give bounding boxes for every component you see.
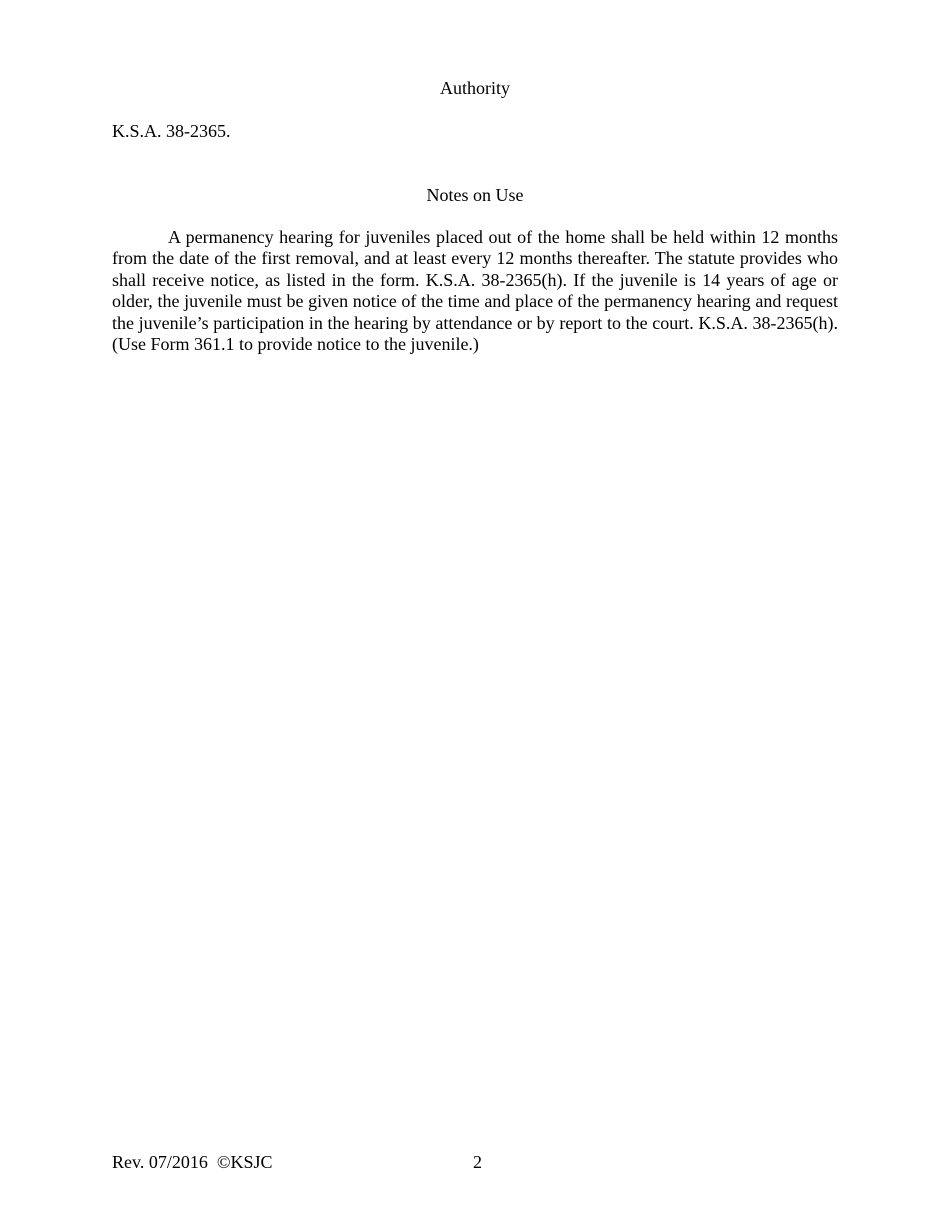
footer-revision: Rev. 07/2016 ©KSJC [112,1152,273,1172]
notes-on-use-paragraph: A permanency hearing for juveniles placed out of the home shall be held within 12 months from the date of the first removal, and at least every 12 months thereafter. The statute provides who shall receive notice, as listed in the form. K.S.A. 38-2365(h). If the juvenile is 14 years of age or older, the juvenile must be given notice of the time and place of the permanency hearing and request the juvenile’s participation in the hearing by attendance or by report to the court. K.S.A. 38-2365(h). (Use Form 361.1 to provide notice to the juvenile.) [112,227,838,355]
authority-citation: K.S.A. 38-2365. [112,121,231,141]
authority-heading: Authority [440,78,510,98]
notes-on-use-heading: Notes on Use [426,185,524,205]
footer-page-number: 2 [473,1152,482,1172]
